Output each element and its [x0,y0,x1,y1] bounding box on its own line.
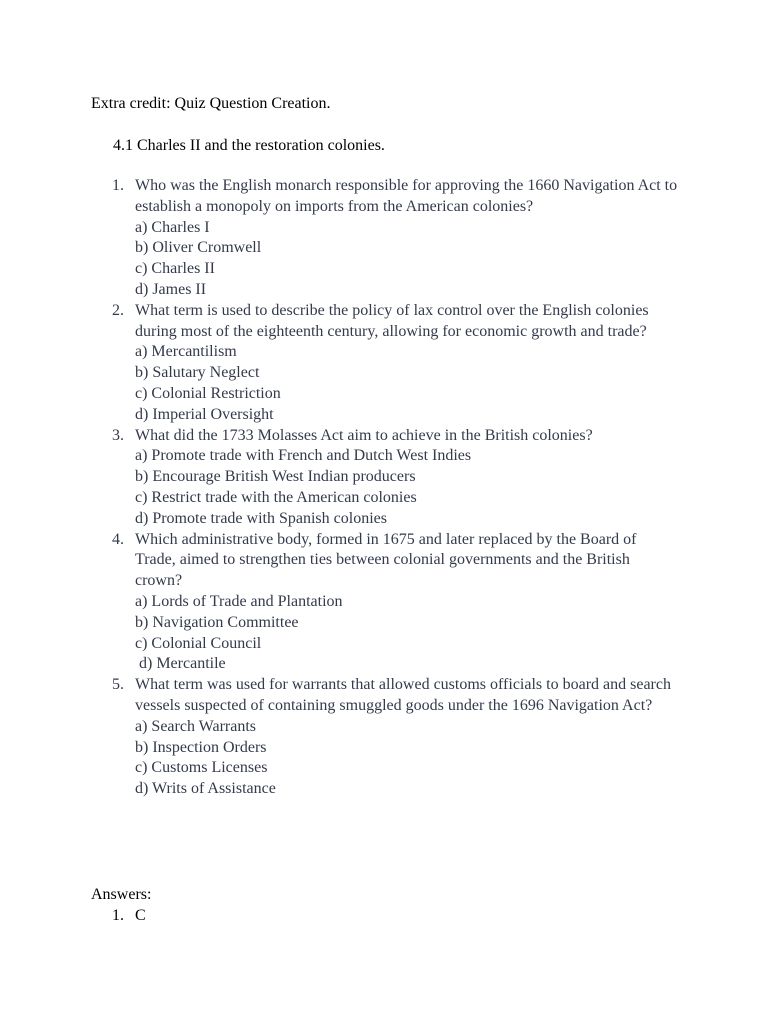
answer-option: c) Restrict trade with the American colonies [135,488,417,506]
document-title: Extra credit: Quiz Question Creation. [91,95,331,112]
answer-key-item [0,905,768,926]
answer-option: d) James II [135,280,207,298]
answer-option: b) Encourage British West Indian producers [135,468,416,486]
question-list [0,176,768,800]
answer-option: d) Promote trade with Spanish colonies [135,509,387,527]
question-number: 2. [112,301,124,319]
answer-option: d) Imperial Oversight [135,405,274,423]
answer-option: c) Colonial Council [135,634,262,652]
answer-option: b) Salutary Neglect [135,364,260,382]
question-item [0,301,768,426]
answer-option: c) Customs Licenses [135,759,268,777]
question-item [0,426,768,530]
question-text: What term is used to describe the policy of lax control over the English colonies during most of the eighteenth century, allowing for economic growth and trade? [135,301,649,340]
answer-option: a) Promote trade with French and Dutch West Indies [135,447,472,465]
answer-option: a) Lords of Trade and Plantation [135,592,343,610]
answer-option: c) Charles II [135,260,215,278]
answer-key-list [0,905,768,926]
answer-option: b) Navigation Committee [135,613,299,631]
section-heading: 4.1 Charles II and the restoration colonies. [113,137,385,154]
answer-option: a) Search Warrants [135,717,257,735]
question-number: 3. [112,426,124,444]
answer-option: c) Colonial Restriction [135,384,281,402]
question-item [0,176,768,301]
answer-key-number: 1. [112,907,124,924]
question-text: What term was used for warrants that allowed customs officials to board and search vessels suspected of containing smuggled goods under the 1696 Navigation Act? [135,676,671,714]
question-number: 1. [112,177,124,194]
question-text: What did the 1733 Molasses Act aim to achieve in the British colonies? [135,426,593,444]
question-number: 5. [112,676,124,694]
question-text: Which administrative body, formed in 1675 and later replaced by the Board of Trade, aimed to strengthen ties between colonial governments and the British crown? [135,530,637,590]
answer-option: b) Oliver Cromwell [135,239,262,257]
question-text: Who was the English monarch responsible for approving the 1660 Navigation Act to establish a monopoly on imports from the American colonies? [135,177,678,215]
answer-option: d) Mercantile [139,655,226,673]
answers-heading: Answers: [91,886,152,903]
question-item [0,530,768,676]
answer-key-value: C [135,907,146,924]
answer-option: b) Inspection Orders [135,738,267,756]
question-number: 4. [112,530,124,548]
answer-option: a) Mercantilism [135,343,237,361]
answer-option: a) Charles I [135,218,210,236]
answer-option: d) Writs of Assistance [135,780,276,798]
question-item [0,675,768,800]
